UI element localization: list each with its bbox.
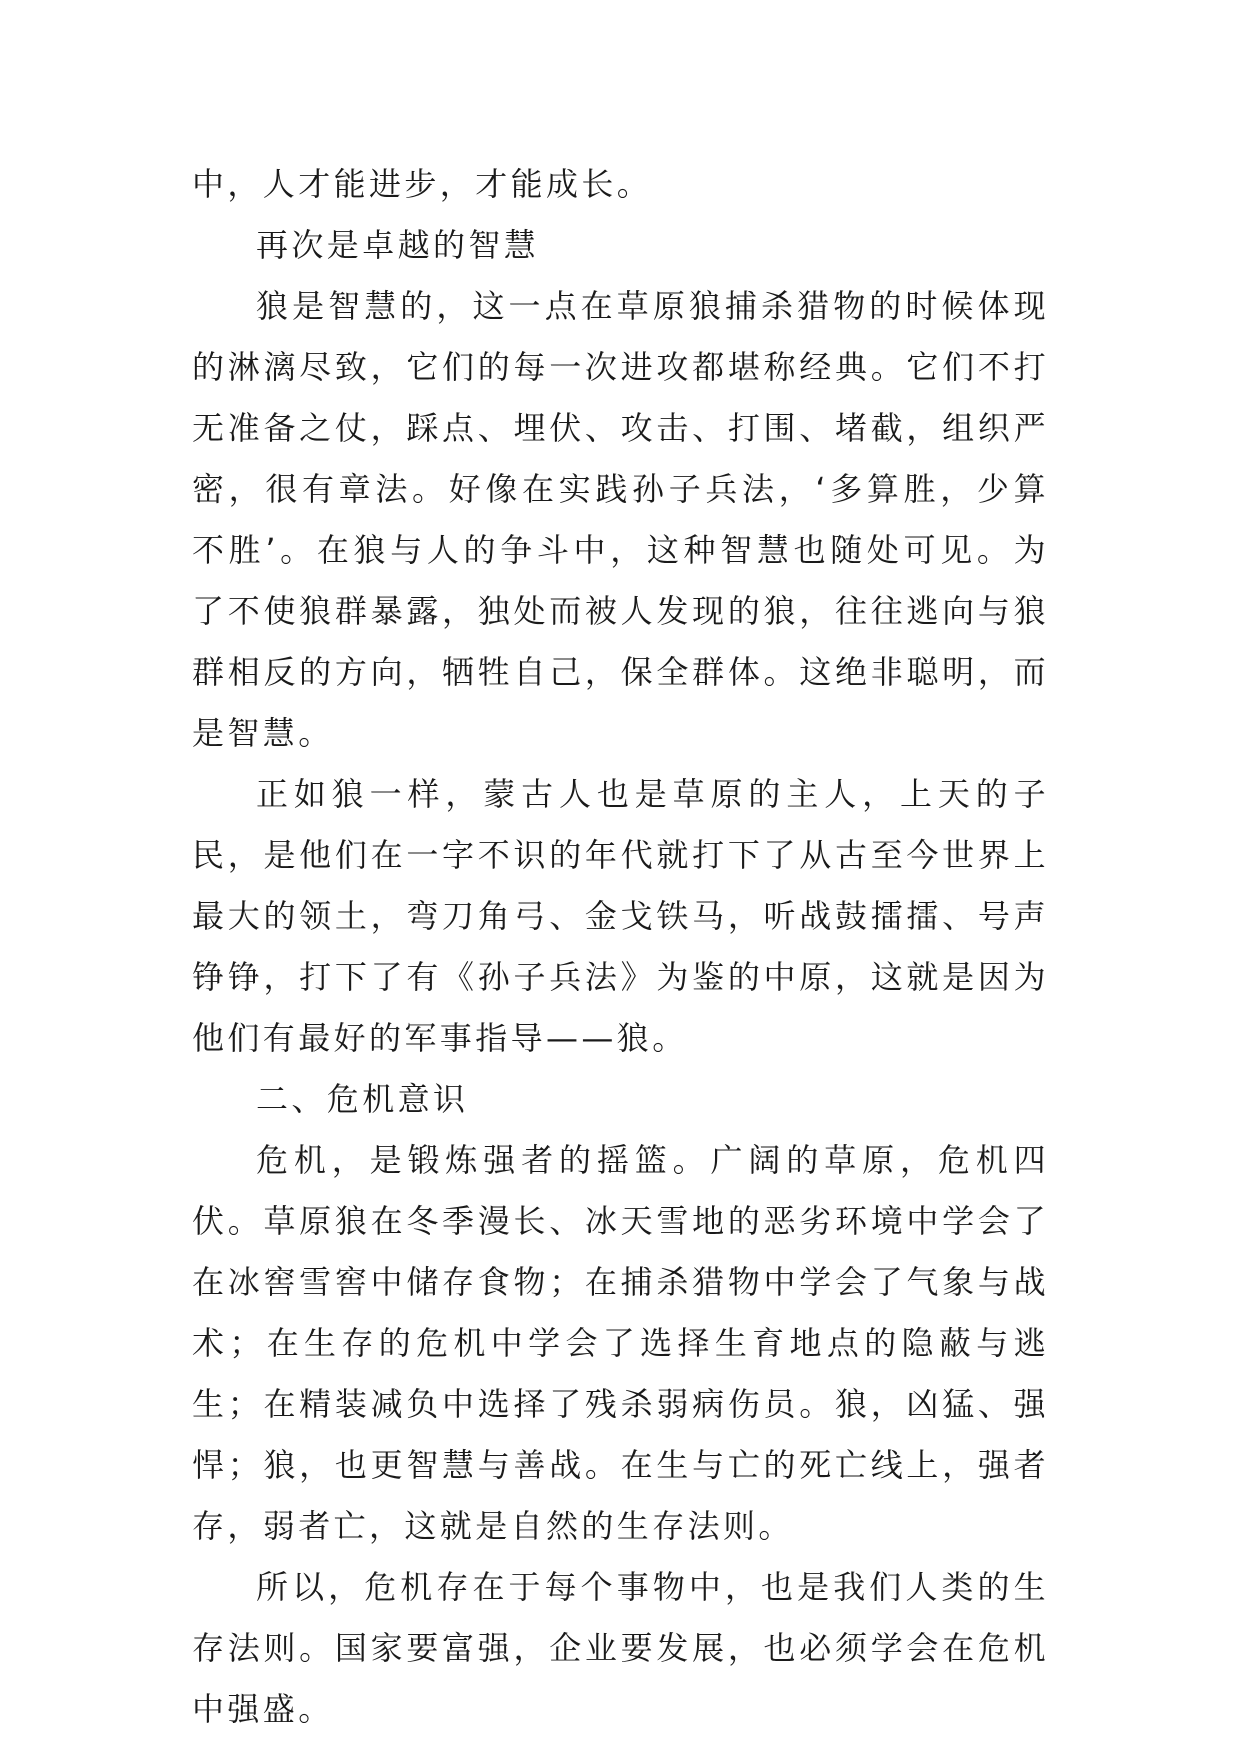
paragraph-conclusion: 所以，危机存在于每个事物中，也是我们人类的生存法则。国家要富强，企业要发展，也必须学会在危机中强盛。 <box>192 1568 1049 1728</box>
subheading-wisdom: 再次是卓越的智慧 <box>256 226 540 264</box>
paragraph-continuation: 中，人才能进步，才能成长。 <box>192 165 653 203</box>
paragraph-crisis: 危机，是锻炼强者的摇篮。广阔的草原，危机四伏。草原狼在冬季漫长、冰天雪地的恶劣环境中学会了在冰窖雪窖中储存食物；在捕杀猎物中学会了气象与战术；在生存的危机中学会了选择生育地点的隐蔽与逃生；在精装减负中选择了残杀弱病伤员。狼，凶猛、强悍；狼，也更智慧与善战。在生与亡的死亡线上，强者存，弱者亡，这就是自然的生存法则。 <box>192 1141 1049 1545</box>
section-heading-crisis-awareness: 二、危机意识 <box>256 1080 469 1118</box>
document-body <box>192 154 1049 1740</box>
paragraph-mongols: 正如狼一样，蒙古人也是草原的主人，上天的子民，是他们在一字不识的年代就打下了从古至今世界上最大的领土，弯刀角弓、金戈铁马，听战鼓擂擂、号声铮铮，打下了有《孙子兵法》为鉴的中原，这就是因为他们有最好的军事指导——狼。 <box>192 775 1049 1057</box>
paragraph-wolf-wisdom: 狼是智慧的，这一点在草原狼捕杀猎物的时候体现的淋漓尽致，它们的每一次进攻都堪称经典。它们不打无准备之仗，踩点、埋伏、攻击、打围、堵截，组织严密，很有章法。好像在实践孙子兵法，‘多算胜，少算不胜’。在狼与人的争斗中，这种智慧也随处可见。为了不使狼群暴露，独处而被人发现的狼，往往逃向与狼群相反的方向，牺牲自己，保全群体。这绝非聪明，而是智慧。 <box>192 287 1049 752</box>
